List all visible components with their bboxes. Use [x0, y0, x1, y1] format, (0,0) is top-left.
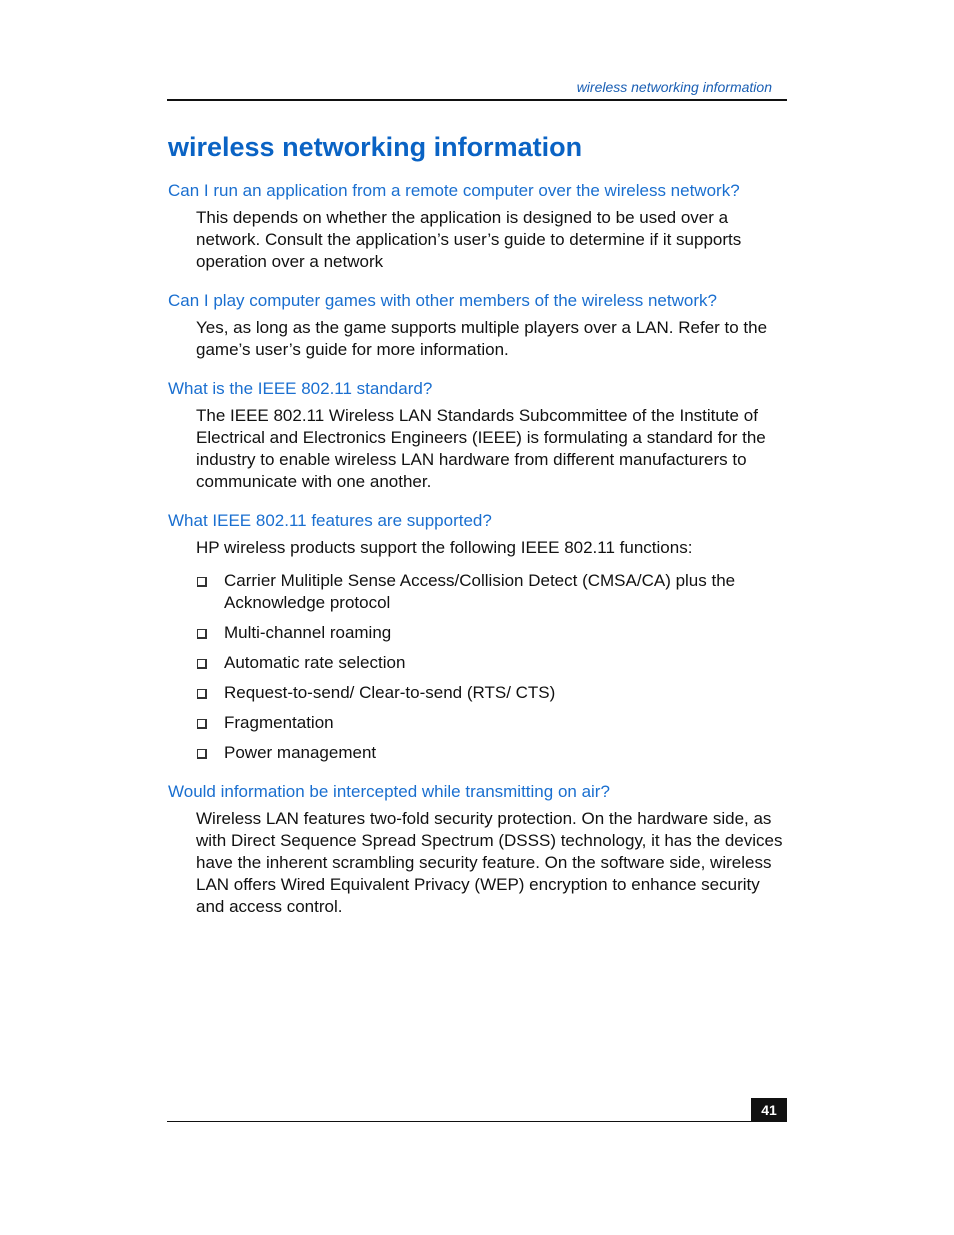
faq-section-ieee-standard [168, 378, 788, 493]
checkbox-bullet-icon [197, 689, 207, 699]
feature-list [196, 570, 788, 764]
list-item-text: Automatic rate selection [224, 653, 406, 672]
list-item-text: Fragmentation [224, 713, 334, 732]
faq-answer: HP wireless products support the following IEEE 802.11 functions: [196, 538, 693, 557]
footer-divider [167, 1121, 787, 1122]
list-item [196, 622, 788, 644]
faq-section-supported-features [168, 510, 788, 764]
checkbox-bullet-icon [197, 749, 207, 759]
faq-answer: The IEEE 802.11 Wireless LAN Standards Subcommittee of the Institute of Electrical and Electronics Engineers (IEEE) is formulating a standard for the industry to enable wireless LAN hardware from different manufacturers to communicate with one another. [196, 406, 766, 491]
list-item-text: Multi-channel roaming [224, 623, 392, 642]
list-item [196, 742, 788, 764]
list-item [196, 712, 788, 734]
checkbox-bullet-icon [197, 577, 207, 587]
faq-question: What IEEE 802.11 features are supported? [168, 511, 492, 530]
list-item [196, 570, 788, 614]
running-header: wireless networking information [576, 79, 772, 95]
checkbox-bullet-icon [197, 659, 207, 669]
list-item-text: Request-to-send/ Clear-to-send (RTS/ CTS) [224, 683, 556, 702]
faq-question: Would information be intercepted while transmitting on air? [168, 782, 610, 801]
page-title: wireless networking information [168, 132, 583, 162]
faq-section-remote-application [168, 180, 788, 273]
list-item-text: Carrier Mulitiple Sense Access/Collision Detect (CMSA/CA) plus the Acknowledge protocol [224, 571, 736, 612]
faq-section-computer-games [168, 290, 788, 361]
header-divider [167, 99, 787, 101]
checkbox-bullet-icon [197, 719, 207, 729]
faq-answer: This depends on whether the application is designed to be used over a network. Consult the application’s user’s guide to determine if it supports operation over a network [196, 208, 742, 271]
faq-question: Can I run an application from a remote computer over the wireless network? [168, 181, 740, 200]
page-number: 41 [751, 1098, 787, 1122]
list-item-text: Power management [224, 743, 377, 762]
page-content [168, 126, 788, 935]
list-item [196, 652, 788, 674]
faq-question: What is the IEEE 802.11 standard? [168, 379, 433, 398]
faq-answer: Wireless LAN features two-fold security protection. On the hardware side, as with Direct Sequence Spread Spectrum (DSSS) technology, it has the devices have the inherent scrambling security feature. On the software side, wireless LAN offers Wired Equivalent Privacy (WEP) encryption to enhance security and access control. [196, 809, 783, 916]
faq-section-interception [168, 781, 788, 918]
faq-question: Can I play computer games with other members of the wireless network? [168, 291, 717, 310]
checkbox-bullet-icon [197, 629, 207, 639]
list-item [196, 682, 788, 704]
faq-answer: Yes, as long as the game supports multiple players over a LAN. Refer to the game’s user’s guide for more information. [196, 318, 768, 359]
